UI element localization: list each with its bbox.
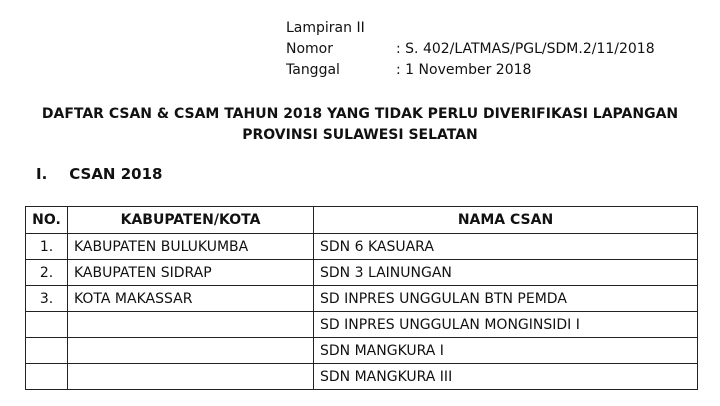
document-meta bbox=[286, 18, 655, 81]
cell-no bbox=[26, 338, 68, 364]
header-nama-csan: NAMA CSAN bbox=[314, 207, 698, 234]
cell-nama-csan: SDN 3 LAINUNGAN bbox=[314, 260, 698, 286]
cell-no: 3. bbox=[26, 286, 68, 312]
cell-nama-csan: SDN MANGKURA III bbox=[314, 364, 698, 390]
cell-kabupaten bbox=[68, 364, 314, 390]
cell-no: 2. bbox=[26, 260, 68, 286]
cell-nama-csan: SDN 6 KASUARA bbox=[314, 234, 698, 260]
document-title-line1: DAFTAR CSAN & CSAM TAHUN 2018 YANG TIDAK PERLU DIVERIFIKASI LAPANGAN bbox=[41, 106, 679, 122]
header-no: NO. bbox=[26, 207, 68, 234]
table-row bbox=[26, 312, 698, 338]
csan-table bbox=[25, 206, 698, 390]
cell-no bbox=[26, 312, 68, 338]
cell-kabupaten: KABUPATEN SIDRAP bbox=[68, 260, 314, 286]
section-number: I. bbox=[36, 165, 48, 183]
table-row bbox=[26, 234, 698, 260]
table-row bbox=[26, 286, 698, 312]
cell-kabupaten: KOTA MAKASSAR bbox=[68, 286, 314, 312]
table-row bbox=[26, 364, 698, 390]
meta-row-lampiran bbox=[286, 18, 655, 39]
nomor-value: : S. 402/LATMAS/PGL/SDM.2/11/2018 bbox=[396, 41, 655, 57]
cell-kabupaten: KABUPATEN BULUKUMBA bbox=[68, 234, 314, 260]
meta-row-nomor bbox=[286, 39, 655, 60]
cell-nama-csan: SD INPRES UNGGULAN BTN PEMDA bbox=[314, 286, 698, 312]
section-heading bbox=[36, 165, 162, 183]
section-label: CSAN 2018 bbox=[69, 165, 163, 183]
cell-nama-csan: SDN MANGKURA I bbox=[314, 338, 698, 364]
header-kabupaten: KABUPATEN/KOTA bbox=[68, 207, 314, 234]
table-row bbox=[26, 260, 698, 286]
cell-nama-csan: SD INPRES UNGGULAN MONGINSIDI I bbox=[314, 312, 698, 338]
table-row bbox=[26, 338, 698, 364]
cell-no: 1. bbox=[26, 234, 68, 260]
document-title-line2: PROVINSI SULAWESI SELATAN bbox=[242, 127, 478, 143]
tanggal-label: Tanggal bbox=[286, 62, 340, 78]
tanggal-value: : 1 November 2018 bbox=[396, 62, 532, 78]
cell-kabupaten bbox=[68, 312, 314, 338]
nomor-label: Nomor bbox=[286, 41, 333, 57]
table-header-row bbox=[26, 207, 698, 234]
cell-kabupaten bbox=[68, 338, 314, 364]
cell-no bbox=[26, 364, 68, 390]
meta-row-tanggal bbox=[286, 60, 655, 81]
lampiran-label: Lampiran II bbox=[286, 20, 365, 36]
